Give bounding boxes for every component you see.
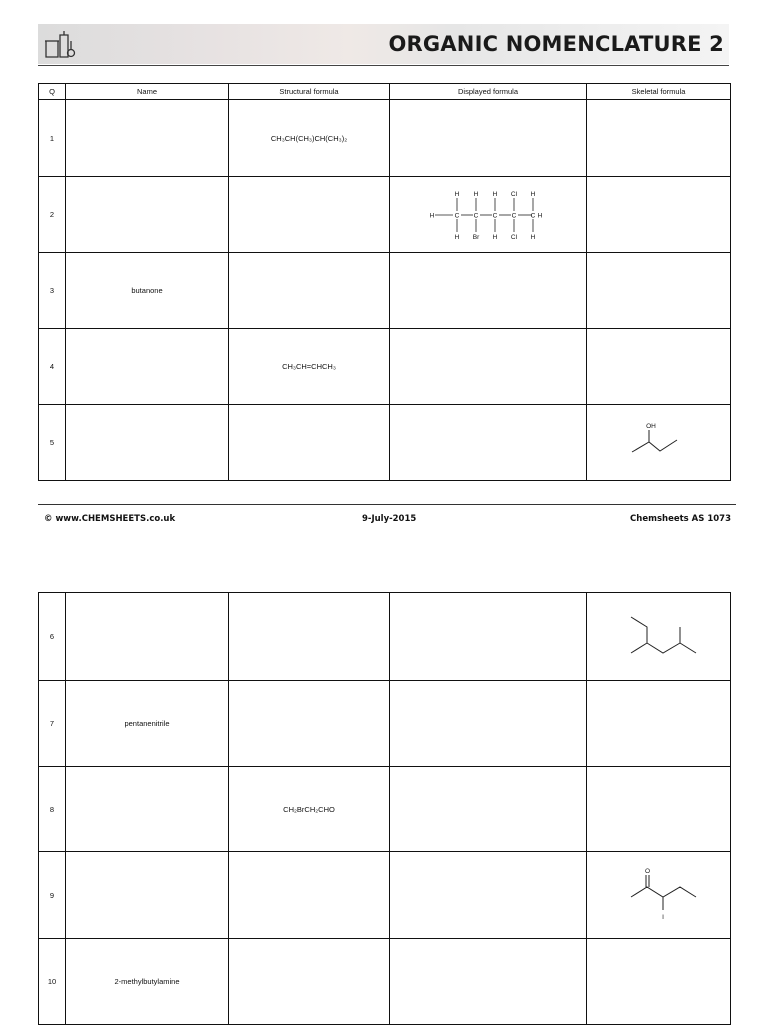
question-number: 4 bbox=[39, 329, 66, 405]
question-number: 5 bbox=[39, 405, 66, 481]
name-cell bbox=[66, 852, 229, 939]
displayed-formula-cell bbox=[390, 405, 587, 481]
table-row bbox=[39, 100, 731, 177]
name-cell: 2-methylbutylamine bbox=[66, 939, 229, 1025]
table-row bbox=[39, 329, 731, 405]
atom-top-1: H bbox=[454, 190, 460, 198]
table-row bbox=[39, 177, 731, 253]
header-divider bbox=[38, 65, 729, 66]
atom-carbon-2: C bbox=[473, 212, 479, 219]
atom-bottom-3: H bbox=[492, 233, 498, 241]
oxygen-label: O bbox=[644, 868, 650, 875]
name-cell bbox=[66, 329, 229, 405]
name-cell bbox=[66, 593, 229, 681]
table-row bbox=[39, 405, 731, 481]
atom-right-h: H bbox=[537, 212, 543, 219]
atom-carbon-1: C bbox=[454, 212, 460, 219]
footer-website: © www.CHEMSHEETS.co.uk bbox=[44, 514, 176, 524]
question-number: 10 bbox=[39, 939, 66, 1025]
skeletal-formula-cell bbox=[587, 939, 731, 1025]
question-number: 9 bbox=[39, 852, 66, 939]
skeletal-formula-diagram bbox=[619, 864, 699, 926]
table-row bbox=[39, 253, 731, 329]
table-row bbox=[39, 939, 731, 1025]
table-row bbox=[39, 852, 731, 939]
name-cell bbox=[66, 405, 229, 481]
name-cell bbox=[66, 100, 229, 177]
atom-left-h: H bbox=[429, 212, 435, 219]
iodine-label: I bbox=[661, 914, 664, 921]
question-number: 1 bbox=[39, 100, 66, 177]
atom-top-3: H bbox=[492, 190, 498, 198]
skeletal-formula-cell bbox=[587, 100, 731, 177]
question-number: 3 bbox=[39, 253, 66, 329]
skeletal-formula-cell bbox=[587, 852, 731, 939]
structural-formula-cell: CH₃CH(CH₃)CH(CH₃)₂ bbox=[229, 100, 390, 177]
atom-bottom-2: Br bbox=[472, 233, 480, 241]
header-displayed: Displayed formula bbox=[390, 84, 587, 100]
structural-formula-cell bbox=[229, 593, 390, 681]
displayed-formula-cell bbox=[390, 593, 587, 681]
table-row bbox=[39, 593, 731, 681]
atom-carbon-5: C bbox=[530, 212, 536, 219]
name-cell bbox=[66, 767, 229, 852]
structural-formula-cell bbox=[229, 177, 390, 253]
skeletal-formula-cell bbox=[587, 253, 731, 329]
structural-formula-cell: CH₂BrCH₂CHO bbox=[229, 767, 390, 852]
footer-divider bbox=[38, 504, 736, 505]
footer-reference: Chemsheets AS 1073 bbox=[630, 514, 731, 524]
nomenclature-table-1 bbox=[38, 83, 731, 481]
displayed-formula-cell bbox=[390, 681, 587, 767]
skeletal-formula-cell bbox=[587, 405, 731, 481]
displayed-formula-cell bbox=[390, 767, 587, 852]
atom-top-4: Cl bbox=[510, 190, 518, 198]
question-number: 8 bbox=[39, 767, 66, 852]
displayed-formula-cell bbox=[390, 939, 587, 1025]
hydroxyl-label: OH bbox=[645, 422, 656, 430]
structural-formula-cell bbox=[229, 939, 390, 1025]
question-number: 2 bbox=[39, 177, 66, 253]
lab-glassware-logo-icon bbox=[42, 27, 76, 61]
displayed-formula-cell bbox=[390, 253, 587, 329]
structural-formula-cell bbox=[229, 681, 390, 767]
atom-bottom-1: H bbox=[454, 233, 460, 241]
table-row bbox=[39, 681, 731, 767]
atom-carbon-4: C bbox=[511, 212, 517, 219]
skeletal-formula-cell bbox=[587, 593, 731, 681]
name-cell: butanone bbox=[66, 253, 229, 329]
nomenclature-table-2 bbox=[38, 592, 731, 1025]
structural-formula-cell bbox=[229, 253, 390, 329]
atom-top-5: H bbox=[530, 190, 536, 198]
question-number: 7 bbox=[39, 681, 66, 767]
question-number: 6 bbox=[39, 593, 66, 681]
header-skeletal: Skeletal formula bbox=[587, 84, 731, 100]
skeletal-formula-diagram bbox=[619, 607, 699, 667]
skeletal-formula-cell bbox=[587, 767, 731, 852]
name-cell bbox=[66, 177, 229, 253]
header-q: Q bbox=[39, 84, 66, 100]
page-title: ORGANIC NOMENCLATURE 2 bbox=[388, 32, 724, 56]
displayed-formula-cell bbox=[390, 177, 587, 253]
name-cell: pentanenitrile bbox=[66, 681, 229, 767]
structural-formula-cell bbox=[229, 405, 390, 481]
table-row bbox=[39, 767, 731, 852]
header-structural: Structural formula bbox=[229, 84, 390, 100]
skeletal-formula-cell bbox=[587, 681, 731, 767]
header-name: Name bbox=[66, 84, 229, 100]
skeletal-formula-cell bbox=[587, 329, 731, 405]
skeletal-formula-cell bbox=[587, 177, 731, 253]
footer-date: 9-July-2015 bbox=[362, 514, 417, 524]
table-header-row bbox=[39, 84, 731, 100]
atom-top-2: H bbox=[473, 190, 479, 198]
atom-bottom-4: Cl bbox=[510, 233, 518, 241]
skeletal-formula-diagram bbox=[624, 420, 694, 466]
structural-formula-cell: CH₃CH=CHCH₃ bbox=[229, 329, 390, 405]
structural-formula-cell bbox=[229, 852, 390, 939]
displayed-formula-cell bbox=[390, 100, 587, 177]
displayed-formula-cell bbox=[390, 852, 587, 939]
atom-carbon-3: C bbox=[492, 212, 498, 219]
atom-bottom-5: H bbox=[530, 233, 536, 241]
displayed-formula-diagram bbox=[418, 186, 558, 244]
displayed-formula-cell bbox=[390, 329, 587, 405]
